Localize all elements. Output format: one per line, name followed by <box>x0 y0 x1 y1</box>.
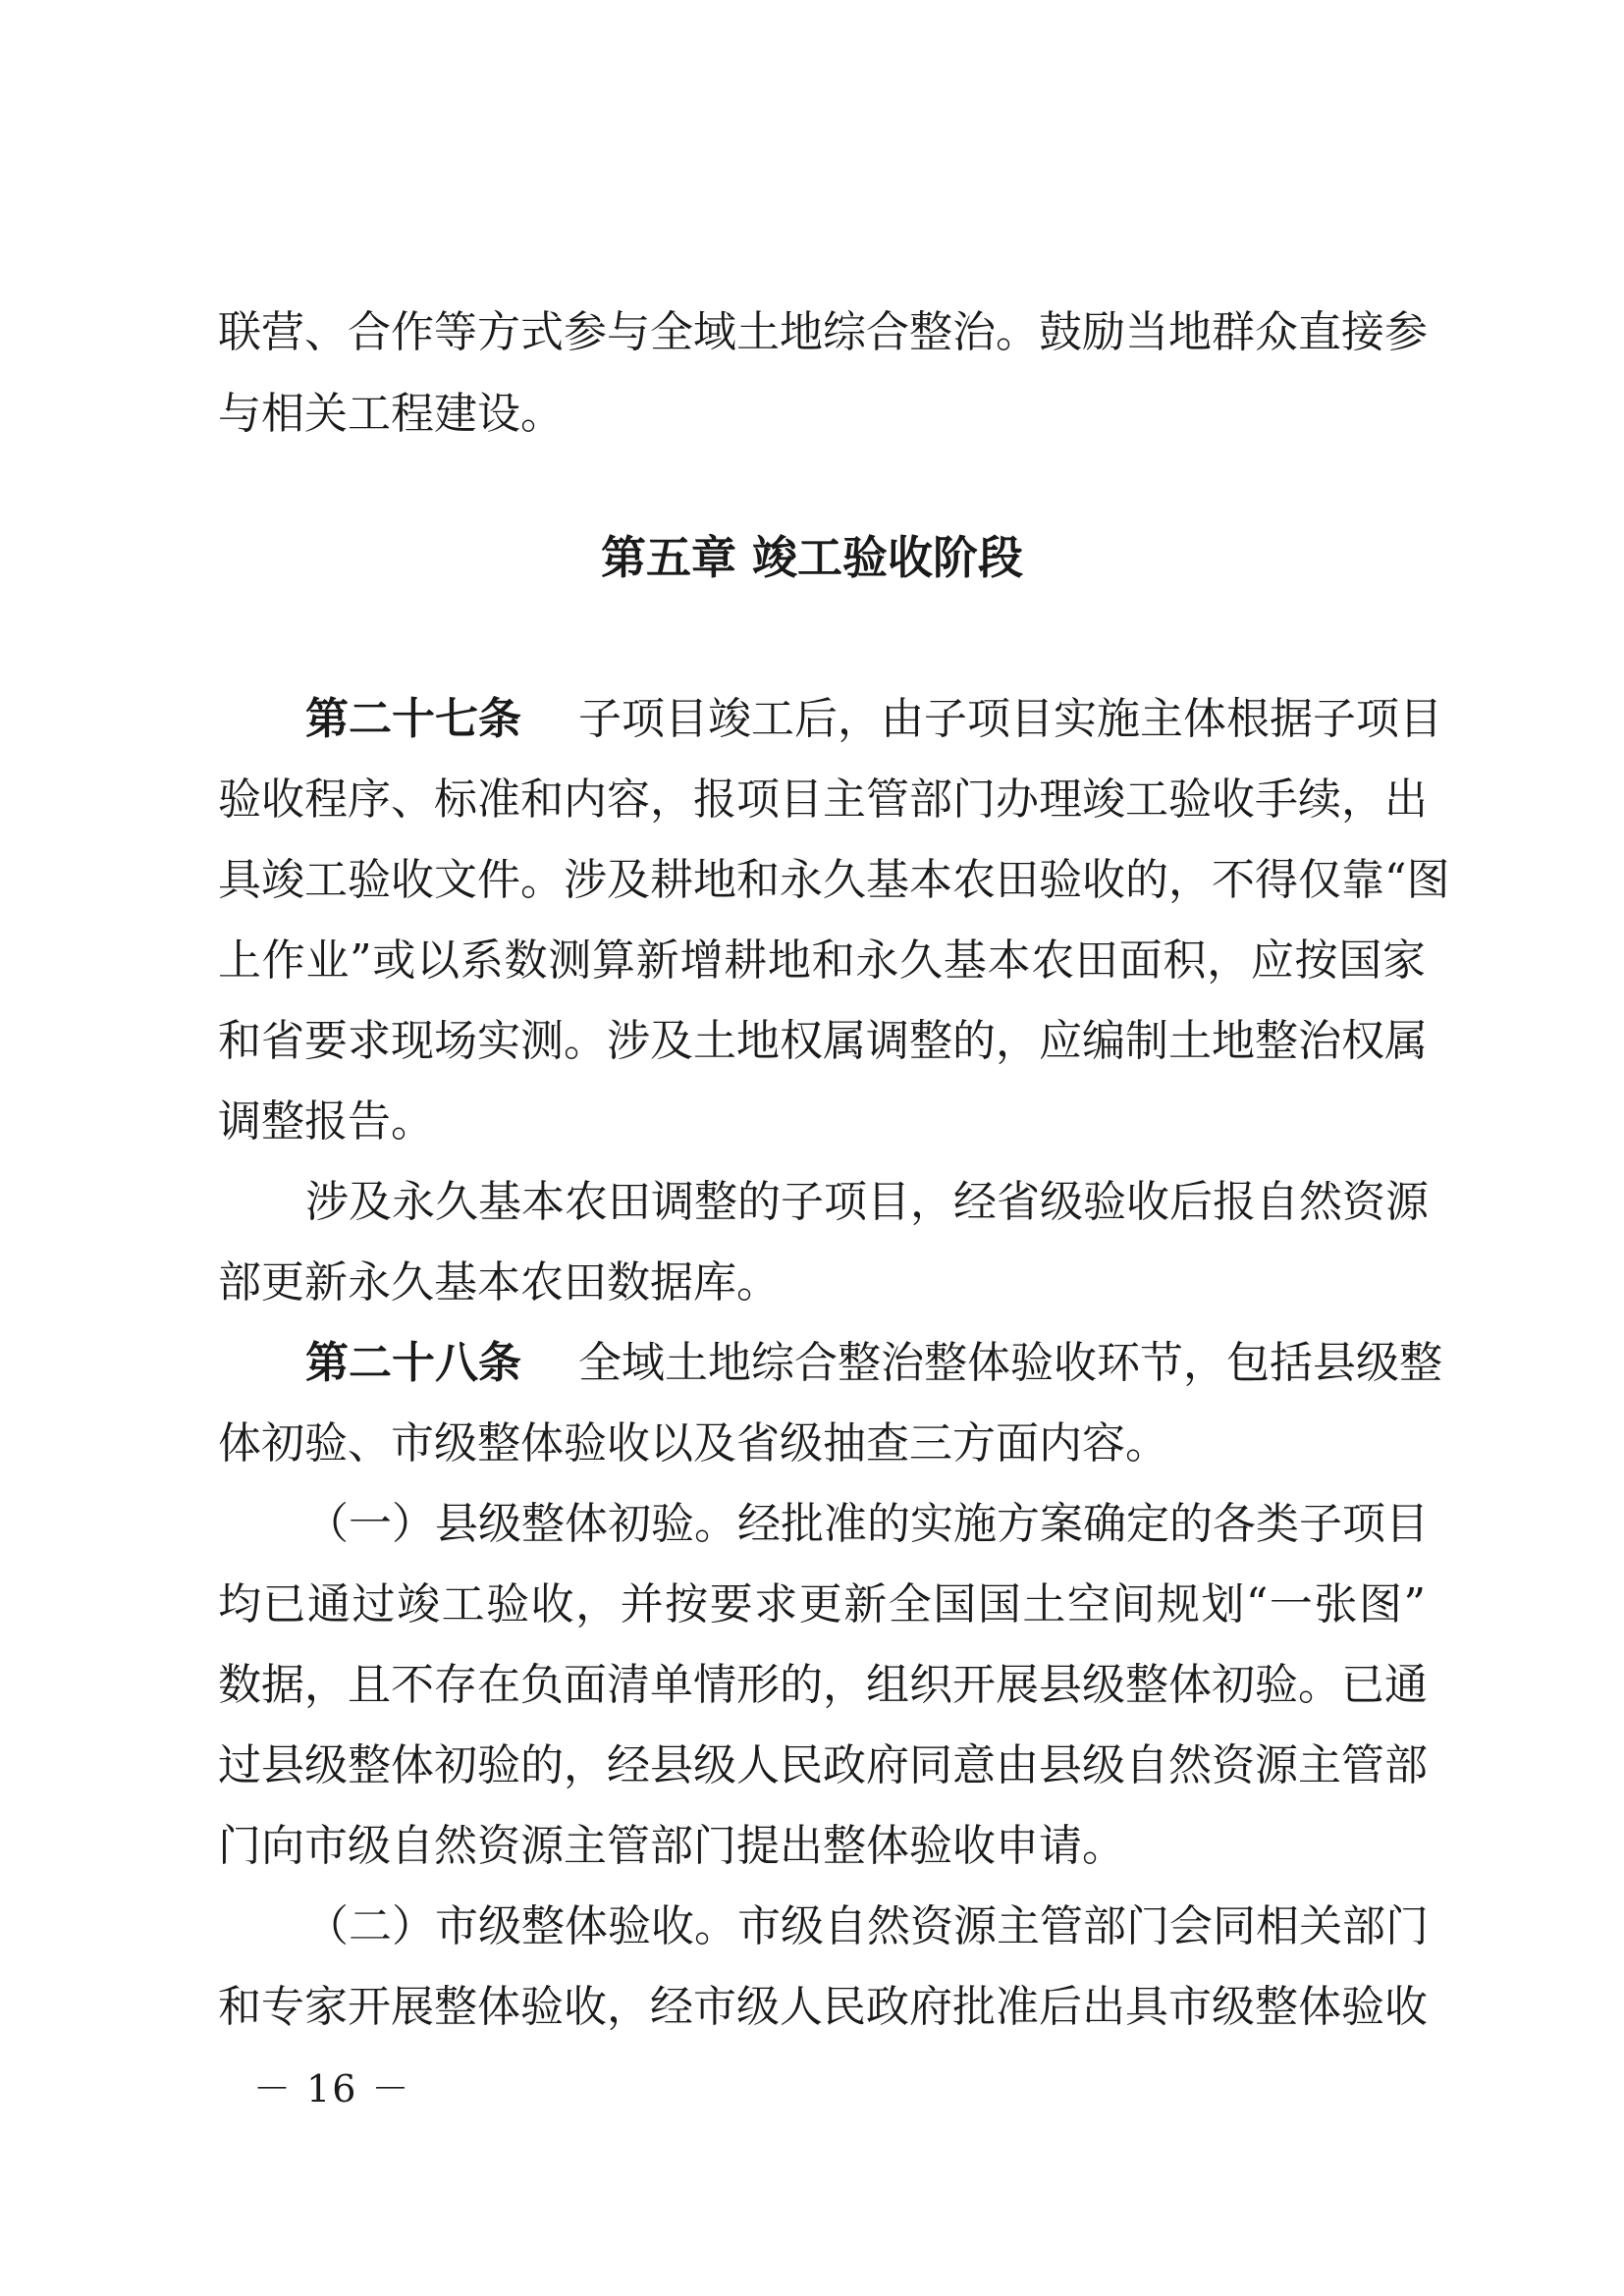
article-27-line-6: 调整报告。 <box>218 1096 434 1147</box>
article-27-number: 第二十七条 <box>305 694 521 744</box>
article-28-item1-line-2: 均已通过竣工验收，并按要求更新全国国土空间规划“一张图” <box>218 1579 1426 1629</box>
article-28-line-2: 体初验、市级整体验收以及省级抽查三方面内容。 <box>218 1418 1168 1468</box>
article-28-item1-line-3: 数据，且不存在负面清单情形的，组织开展县级整体初验。已通 <box>218 1660 1428 1710</box>
article-28-text-1: 全域土地综合整治整体验收环节，包括县级整 <box>578 1338 1442 1388</box>
article-27-text-1: 子项目竣工后，由子项目实施主体根据子项目 <box>578 694 1442 744</box>
article-27-line-4: 上作业”或以系数测算新增耕地和永久基本农田面积，应按国家 <box>218 935 1426 986</box>
article-28-line-1 <box>305 1334 1442 1393</box>
article-28-item1-line-1: （一）县级整体初验。经批准的实施方案确定的各类子项目 <box>305 1499 1429 1549</box>
article-28-item1-line-4: 过县级整体初验的，经县级人民政府同意由县级自然资源主管部 <box>218 1740 1428 1790</box>
article-27-line-5: 和省要求现场实测。涉及土地权属调整的，应编制土地整治权属 <box>218 1016 1428 1066</box>
article-27-para2-line-1: 涉及永久基本农田调整的子项目，经省级验收后报自然资源 <box>305 1177 1429 1227</box>
article-28-item1-line-5: 门向市级自然资源主管部门提出整体验收申请。 <box>218 1821 1125 1871</box>
article-28-item2-line-1: （二）市级整体验收。市级自然资源主管部门会同相关部门 <box>305 1901 1429 1951</box>
carryover-line-2: 与相关工程建设。 <box>218 389 564 439</box>
article-27-line-1 <box>305 690 1442 749</box>
article-27-line-3: 具竣工验收文件。涉及耕地和永久基本农田验收的，不得仅靠“图 <box>218 855 1450 905</box>
article-28-number: 第二十八条 <box>305 1338 521 1388</box>
carryover-line-1: 联营、合作等方式参与全域土地综合整治。鼓励当地群众直接参 <box>218 307 1428 357</box>
chapter-title: 第五章 竣工验收阶段 <box>600 531 1023 584</box>
article-28-item2-line-2: 和专家开展整体验收，经市级人民政府批准后出具市级整体验收 <box>218 1982 1428 2032</box>
article-27-para2-line-2: 部更新永久基本农田数据库。 <box>218 1257 780 1308</box>
page-number: － 16 － <box>253 2067 411 2110</box>
article-27-line-2: 验收程序、标准和内容，报项目主管部门办理竣工验收手续，出 <box>218 774 1428 825</box>
